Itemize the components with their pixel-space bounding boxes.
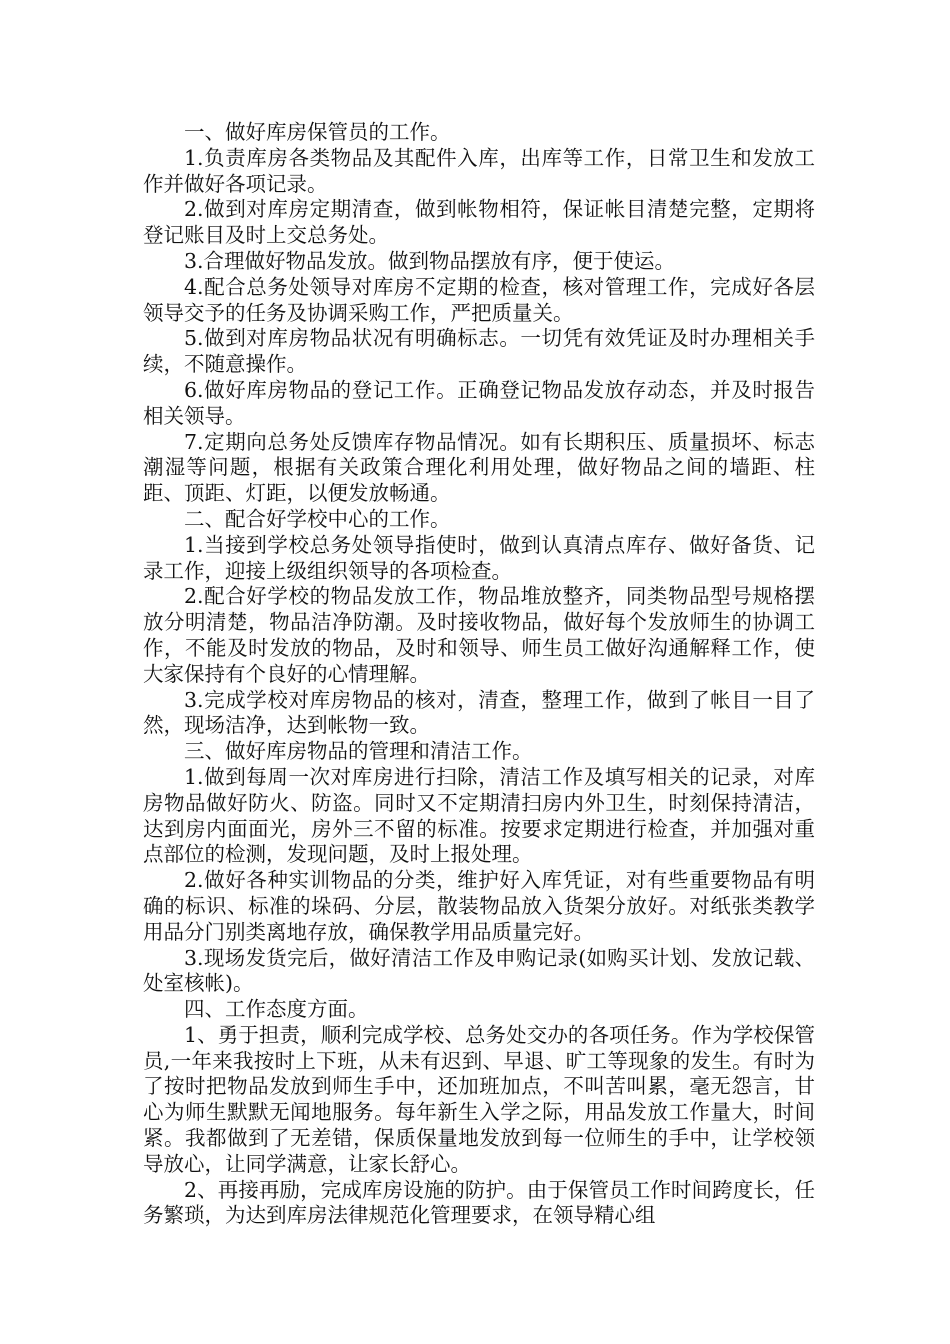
paragraph-1-4: 4.配合总务处领导对库房不定期的检查，核对管理工作，完成好各层领导交予的任务及协调采购工作，严把质量关。 (143, 274, 815, 325)
paragraph-3-3: 3.现场发货完后，做好清洁工作及申购记录(如购买计划、发放记载、处室核帐)。 (143, 945, 815, 996)
paragraph-1-1: 1.负责库房各类物品及其配件入库，出库等工作，日常卫生和发放工作并做好各项记录。 (143, 145, 815, 196)
document-body (143, 120, 815, 1229)
paragraph-1-5: 5.做到对库房物品状况有明确标志。一切凭有效凭证及时办理相关手续，不随意操作。 (143, 326, 815, 377)
paragraph-2-3: 3.完成学校对库房物品的核对，清查，整理工作，做到了帐目一目了然，现场洁净，达到帐物一致。 (143, 687, 815, 738)
paragraph-4-1: 1、勇于担责，顺利完成学校、总务处交办的各项任务。作为学校保管员,一年来我按时上下班，从未有迟到、早退、旷工等现象的发生。有时为了按时把物品发放到师生手中，还加班加点，不叫苦叫累，毫无怨言，甘心为师生默默无闻地服务。每年新生入学之际，用品发放工作量大，时间紧。我都做到了无差错，保质保量地发放到每一位师生的手中，让学校领导放心，让同学满意，让家长舒心。 (143, 1022, 815, 1176)
paragraph-1-2: 2.做到对库房定期清查，做到帐物相符，保证帐目清楚完整，定期将登记账目及时上交总务处。 (143, 197, 815, 248)
paragraph-1-7: 7.定期向总务处反馈库存物品情况。如有长期积压、质量损坏、标志潮湿等问题，根据有关政策合理化利用处理，做好物品之间的墙距、柱距、顶距、灯距，以便发放畅通。 (143, 429, 815, 506)
paragraph-2-1: 1.当接到学校总务处领导指使时，做到认真清点库存、做好备货、记录工作，迎接上级组织领导的各项检查。 (143, 532, 815, 583)
paragraph-1-3: 3.合理做好物品发放。做到物品摆放有序，便于使运。 (184, 248, 676, 273)
paragraph-2-2: 2.配合好学校的物品发放工作，物品堆放整齐，同类物品型号规格摆放分明清楚，物品洁净防潮。及时接收物品，做好每个发放师生的协调工作，不能及时发放的物品，及时和领导、师生员工做好沟通解释工作，使大家保持有个良好的心情理解。 (143, 584, 815, 686)
heading-section-3: 三、做好库房物品的管理和清洁工作。 (184, 739, 533, 764)
paragraph-3-1: 1.做到每周一次对库房进行扫除，清洁工作及填写相关的记录，对库房物品做好防火、防盗。同时又不定期清扫房内外卫生，时刻保持清洁，达到房内面面光，房外三不留的标准。按要求定期进行检查，并加强对重点部位的检测，发现问题，及时上报处理。 (143, 764, 815, 867)
heading-section-4: 四、工作态度方面。 (184, 997, 369, 1022)
paragraph-4-2: 2、再接再励，完成库房设施的防护。由于保管员工作时间跨度长，任务繁琐，为达到库房法律规范化管理要求，在领导精心组 (143, 1177, 815, 1228)
heading-section-1: 一、做好库房保管员的工作。 (184, 120, 451, 144)
heading-section-2: 二、配合好学校中心的工作。 (184, 506, 451, 531)
paragraph-3-2: 2.做好各种实训物品的分类，维护好入库凭证，对有些重要物品有明确的标识、标准的垛码、分层，散装物品放入货架分放好。对纸张类教学用品分门别类离地存放，确保教学用品质量完好。 (143, 868, 815, 944)
paragraph-1-6: 6.做好库房物品的登记工作。正确登记物品发放存动态，并及时报告相关领导。 (143, 377, 815, 428)
